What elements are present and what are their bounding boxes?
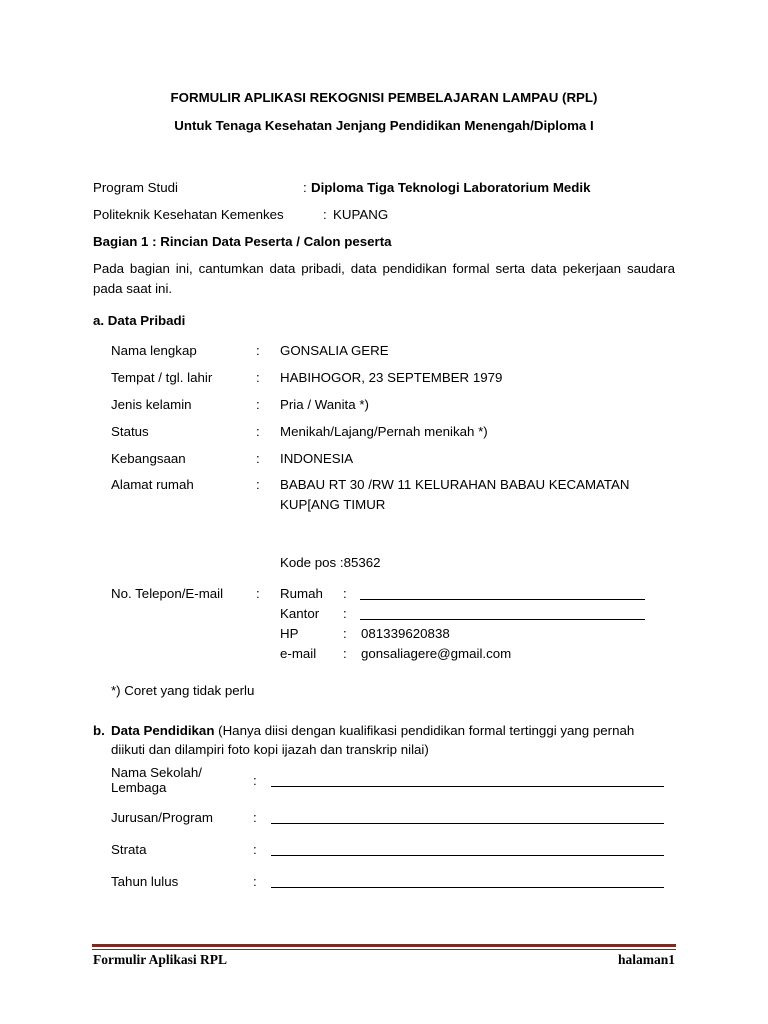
tahun-lulus-label: Tahun lulus <box>111 874 179 889</box>
jenis-kelamin-label: Jenis kelamin <box>111 397 192 412</box>
nama-colon: : <box>256 343 260 358</box>
rumah-colon: : <box>343 586 347 601</box>
jenis-kelamin-colon: : <box>256 397 260 412</box>
ttl-value: HABIHOGOR, 23 SEPTEMBER 1979 <box>280 370 503 385</box>
strata-label: Strata <box>111 842 147 857</box>
tahun-lulus-blank-line <box>271 887 664 888</box>
nama-value: GONSALIA GERE <box>280 343 389 358</box>
jurusan-blank-line <box>271 823 664 824</box>
bagian1-intro: Pada bagian ini, cantumkan data pribadi, data pendidikan formal serta data pekerjaan saudara pada saat ini. <box>93 261 675 296</box>
footer-rule-thick <box>92 944 676 947</box>
footer-rule-thin <box>92 949 676 950</box>
status-colon: : <box>256 424 260 439</box>
bagian1-heading: Bagian 1 : Rincian Data Peserta / Calon peserta <box>93 234 392 249</box>
program-studi-value: Diploma Tiga Teknologi Laboratorium Medik <box>311 180 591 195</box>
data-pendidikan-description-line2: diikuti dan dilampiri foto kopi ijazah dan transkrip nilai) <box>111 742 429 757</box>
alamat-value-line1: BABAU RT 30 /RW 11 KELURAHAN BABAU KECAMATAN <box>280 477 630 492</box>
kode-pos: Kode pos :85362 <box>280 555 381 570</box>
email-label: e-mail <box>280 646 317 661</box>
jurusan-label: Jurusan/Program <box>111 810 213 825</box>
strata-colon: : <box>253 842 257 857</box>
nama-sekolah-blank-line <box>271 786 664 787</box>
kebangsaan-value: INDONESIA <box>280 451 354 466</box>
email-colon: : <box>343 646 347 661</box>
program-studi-colon: : <box>303 180 307 195</box>
politeknik-value: KUPANG <box>333 207 389 222</box>
ttl-label: Tempat / tgl. lahir <box>111 370 213 385</box>
jenis-kelamin-value: Pria / Wanita *) <box>280 397 369 412</box>
nama-sekolah-label-line1: Nama Sekolah/ <box>111 765 202 780</box>
rumah-label: Rumah <box>280 586 323 601</box>
kantor-colon: : <box>343 606 347 621</box>
alamat-label: Alamat rumah <box>111 477 194 492</box>
contact-label: No. Telepon/E-mail <box>111 586 224 601</box>
rumah-blank-line <box>360 599 645 600</box>
form-subtitle: Untuk Tenaga Kesehatan Jenjang Pendidikan Menengah/Diploma I <box>174 118 594 133</box>
kebangsaan-label: Kebangsaan <box>111 451 186 466</box>
footnote-coret: *) Coret yang tidak perlu <box>111 683 255 698</box>
status-value: Menikah/Lajang/Pernah menikah *) <box>280 424 488 439</box>
data-pendidikan-heading: Data Pendidikan <box>111 723 215 738</box>
email-value: gonsaliagere@gmail.com <box>361 646 512 661</box>
data-pendidikan-marker: b. <box>93 723 105 738</box>
status-label: Status <box>111 424 149 439</box>
alamat-value-line2: KUP[ANG TIMUR <box>280 497 386 512</box>
footer-page-number: halaman1 <box>617 952 675 967</box>
program-studi-label: Program Studi <box>93 180 178 195</box>
alamat-colon: : <box>256 477 260 492</box>
hp-colon: : <box>343 626 347 641</box>
politeknik-label: Politeknik Kesehatan Kemenkes <box>93 207 284 222</box>
hp-label: HP <box>280 626 299 641</box>
nama-sekolah-label-line2: Lembaga <box>111 780 167 795</box>
data-pendidikan-description-line1: (Hanya diisi dengan kualifikasi pendidikan formal tertinggi yang pernah <box>214 723 635 738</box>
data-pribadi-heading: a. Data Pribadi <box>93 313 186 328</box>
politeknik-colon: : <box>323 207 327 222</box>
kantor-blank-line <box>360 619 645 620</box>
strata-blank-line <box>271 855 664 856</box>
data-pendidikan-heading-line <box>111 723 634 738</box>
ttl-colon: : <box>256 370 260 385</box>
tahun-lulus-colon: : <box>253 874 257 889</box>
jurusan-colon: : <box>253 810 257 825</box>
kebangsaan-colon: : <box>256 451 260 466</box>
form-title: FORMULIR APLIKASI REKOGNISI PEMBELAJARAN LAMPAU (RPL) <box>170 90 598 105</box>
nama-label: Nama lengkap <box>111 343 197 358</box>
hp-value: 081339620838 <box>361 626 450 641</box>
contact-colon: : <box>256 586 260 601</box>
kantor-label: Kantor <box>280 606 320 621</box>
footer-left-text: Formulir Aplikasi RPL <box>93 952 228 967</box>
nama-sekolah-colon: : <box>253 773 257 788</box>
